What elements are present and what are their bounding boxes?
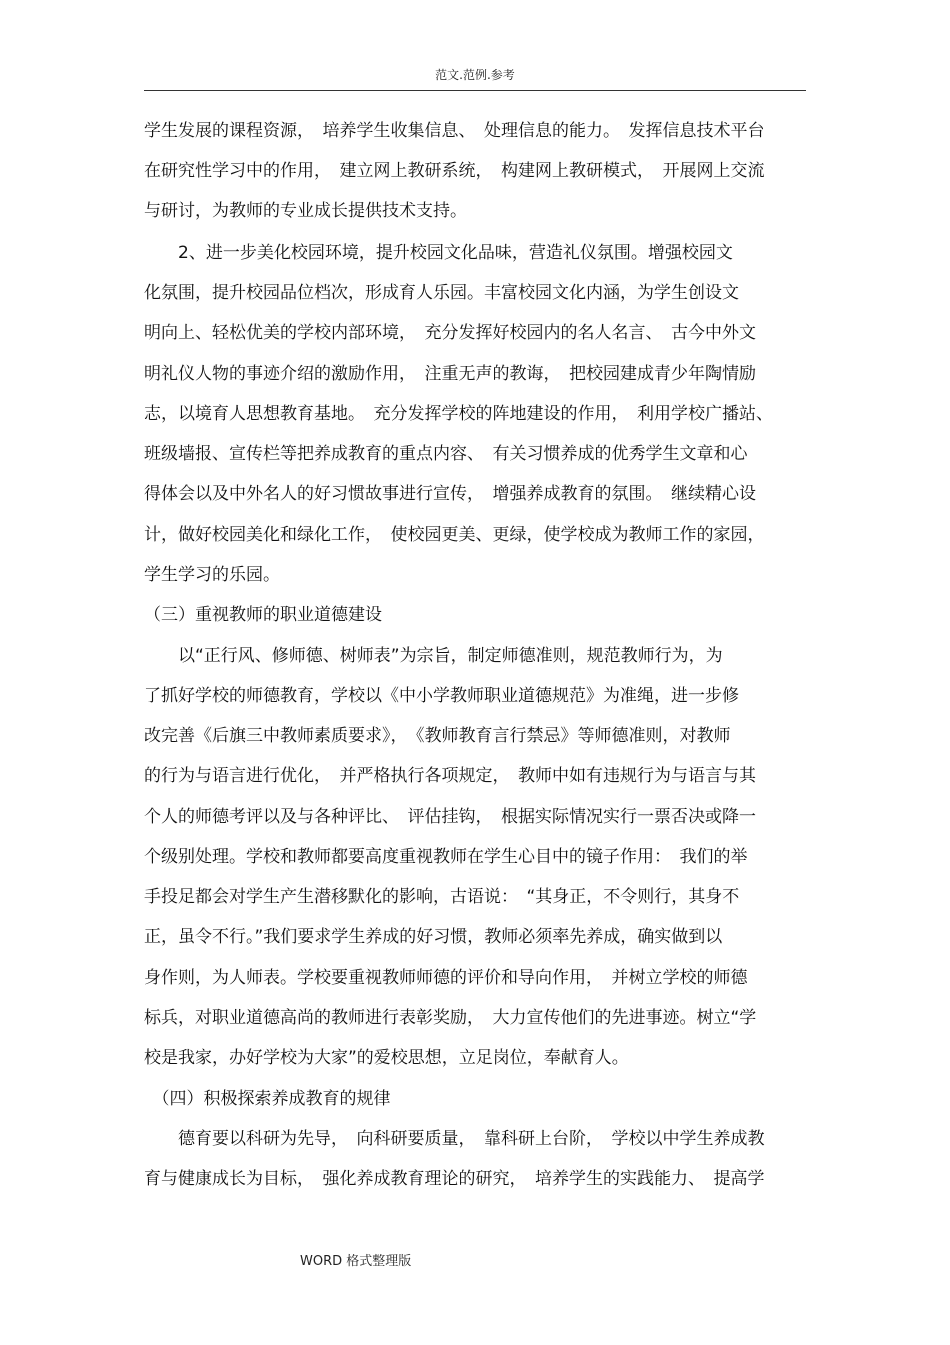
text-line: 以“正行风、修师德、树师表”为宗旨，制定师德准则，规范教师行为，为: [144, 646, 723, 666]
text-line: 个人的师德考评以及与各种评比、 评估挂钩， 根据实际情况实行一票否决或降一: [144, 807, 756, 827]
section-heading: （三）重视教师的职业道德建设: [144, 605, 382, 625]
text-line: 了抓好学校的师德教育，学校以《中小学教师职业道德规范》为准绳，进一步修: [144, 686, 739, 706]
text-line: 校是我家，办好学校为大家”的爱校思想，立足岗位，奉献育人。: [144, 1048, 629, 1068]
text-line: 个级别处理。学校和教师都要高度重视教师在学生心目中的镜子作用： 我们的举: [144, 847, 748, 867]
text-line: 班级墙报、宣传栏等把养成教育的重点内容、 有关习惯养成的优秀学生文章和心: [144, 444, 748, 464]
text-line: 学生发展的课程资源， 培养学生收集信息、 处理信息的能力。 发挥信息技术平台: [144, 121, 765, 141]
text-line: 2、进一步美化校园环境，提升校园文化品味，营造礼仪氛围。增强校园文: [144, 243, 733, 263]
text-line: 育与健康成长为目标， 强化养成教育理论的研究， 培养学生的实践能力、 提高学: [144, 1169, 765, 1189]
text-line: 改完善《后旗三中教师素质要求》， 《教师教育言行禁忌》等师德准则，对教师: [144, 726, 731, 746]
section-heading: （四）积极探索养成教育的规律: [144, 1089, 391, 1109]
text-line: 计，做好校园美化和绿化工作， 使校园更美、更绿，使学校成为教师工作的家园，: [144, 525, 765, 545]
text-line: 正，虽令不行。”我们要求学生养成的好习惯，教师必须率先养成，确实做到以: [144, 927, 723, 947]
text-line: 明向上、轻松优美的学校内部环境， 充分发挥好校园内的名人名言、 古今中外文: [144, 323, 756, 343]
text-line: 手投足都会对学生产生潜移默化的影响，古语说： “其身正，不令则行，其身不: [144, 887, 740, 907]
text-line: 志，以境育人思想教育基地。 充分发挥学校的阵地建设的作用， 利用学校广播站、: [144, 404, 773, 424]
text-line: 明礼仪人物的事迹介绍的激励作用， 注重无声的教诲， 把校园建成青少年陶情励: [144, 364, 756, 384]
text-line: 化氛围，提升校园品位档次，形成育人乐园。丰富校园文化内涵，为学生创设文: [144, 283, 739, 303]
text-line: 德育要以科研为先导， 向科研要质量， 靠科研上台阶， 学校以中学生养成教: [144, 1129, 765, 1149]
text-line: 的行为与语言进行优化， 并严格执行各项规定， 教师中如有违规行为与语言与其: [144, 766, 756, 786]
header-rule: [144, 90, 806, 91]
page-footer: WORD 格式整理版: [300, 1254, 412, 1269]
text-line: 在研究性学习中的作用， 建立网上教研系统， 构建网上教研模式， 开展网上交流: [144, 161, 765, 181]
text-line: 身作则，为人师表。学校要重视教师师德的评价和导向作用， 并树立学校的师德: [144, 968, 748, 988]
text-line: 标兵，对职业道德高尚的教师进行表彰奖励， 大力宣传他们的先进事迹。树立“学: [144, 1008, 757, 1028]
text-line: 学生学习的乐园。: [144, 565, 280, 585]
page-header: 范文.范例.参考: [435, 68, 515, 82]
text-line: 与研讨，为教师的专业成长提供技术支持。: [144, 201, 467, 221]
text-line: 得体会以及中外名人的好习惯故事进行宣传， 增强养成教育的氛围。 继续精心设: [144, 484, 756, 504]
